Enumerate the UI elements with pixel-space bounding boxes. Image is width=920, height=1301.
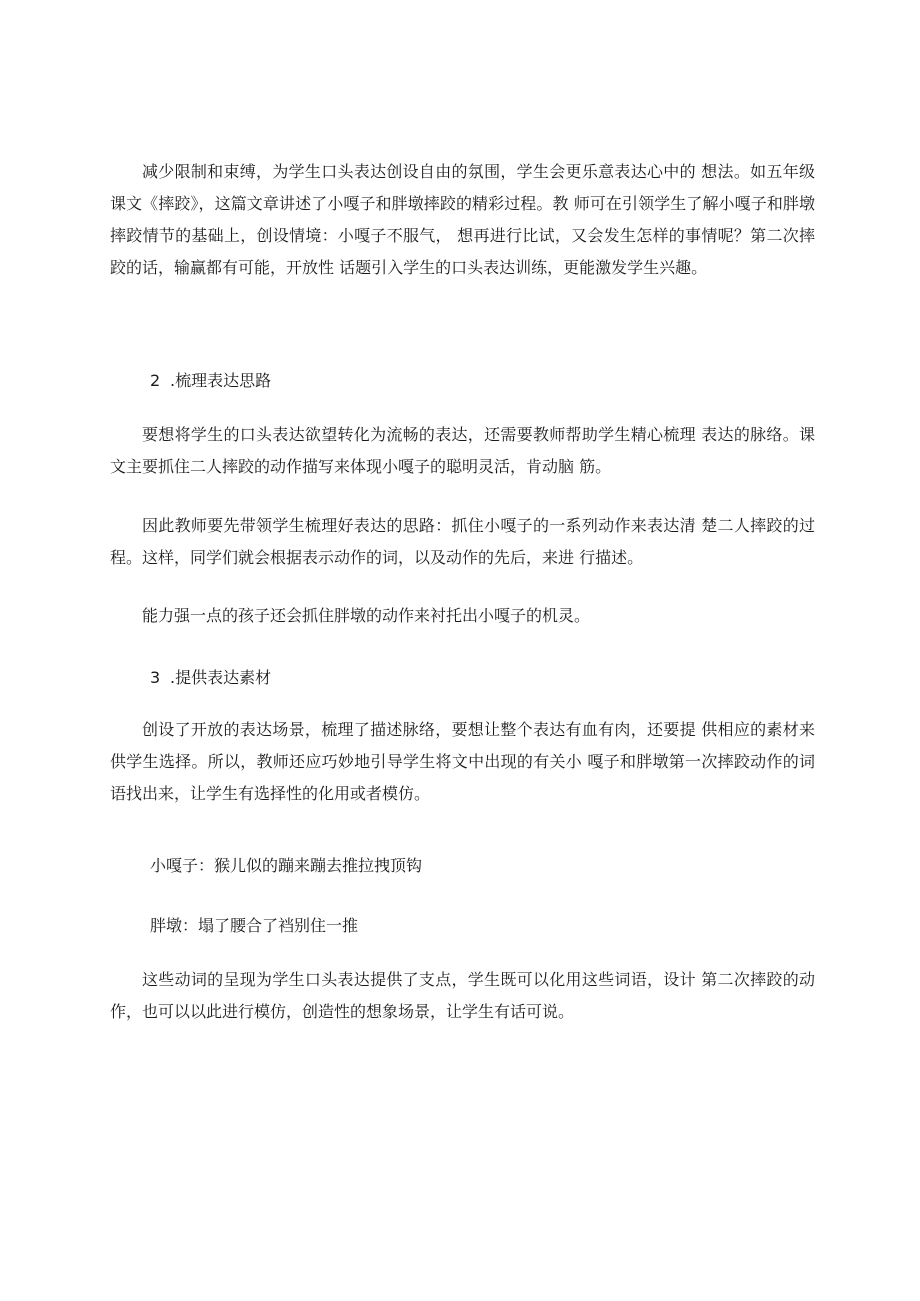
paragraph-materials: 创设了开放的表达场景，梳理了描述脉络，要想让整个表达有血有肉，还要提 供相应的素材来供学生选择。所以，教师还应巧妙地引导学生将文中出现的有关小 嘎子和胖墩第一次摔跤动作的词语找出来，让学生有选择性的化用或者模仿。 xyxy=(110,720,815,803)
section-heading-3 xyxy=(150,666,271,690)
section-title: .提供表达素材 xyxy=(170,668,272,687)
word-list-xiaogazi: 小嘎子：猴儿似的蹦来蹦去推拉拽顶钩 xyxy=(150,856,423,875)
paragraph-advanced: 能力强一点的孩子还会抓住胖墩的动作来衬托出小嘎子的机灵。 xyxy=(142,606,591,625)
section-title: .梳理表达思路 xyxy=(170,371,272,390)
section-number: 3 xyxy=(150,668,161,687)
paragraph-method: 因此教师要先带领学生梳理好表达的思路：抓住小嘎子的一系列动作来表达清 楚二人摔跤的过程。这样，同学们就会根据表示动作的词，以及动作的先后，来进 行描述。 xyxy=(110,516,815,567)
paragraph-organize: 要想将学生的口头表达欲望转化为流畅的表达，还需要教师帮助学生精心梳理 表达的脉络。课文主要抓住二人摔跤的动作描写来体现小嘎子的聪明灵活，肯动脑 筋。 xyxy=(110,425,815,476)
word-list-pangdun: 胖墩：塌了腰合了裆别住一推 xyxy=(150,916,359,935)
paragraph-conclusion: 这些动词的呈现为学生口头表达提供了支点，学生既可以化用这些词语，设计 第二次摔跤的动作，也可以以此进行模仿，创造性的想象场景，让学生有话可说。 xyxy=(110,970,815,1021)
section-heading-2 xyxy=(150,369,271,393)
paragraph-intro: 减少限制和束缚，为学生口头表达创设自由的氛围，学生会更乐意表达心中的 想法。如五年级课文《摔跤》，这篇文章讲述了小嘎子和胖墩摔跤的精彩过程。教 师可在引领学生了解小嘎子和胖墩摔跤情节的基础上，创设情境：小嘎子不服气， 想再进行比试，又会发生怎样的事情呢？第二次摔跤的话，输赢都有可能，开放性 话题引入学生的口头表达训练，更能激发学生兴趣。 xyxy=(110,162,815,277)
section-number: 2 xyxy=(150,371,161,390)
